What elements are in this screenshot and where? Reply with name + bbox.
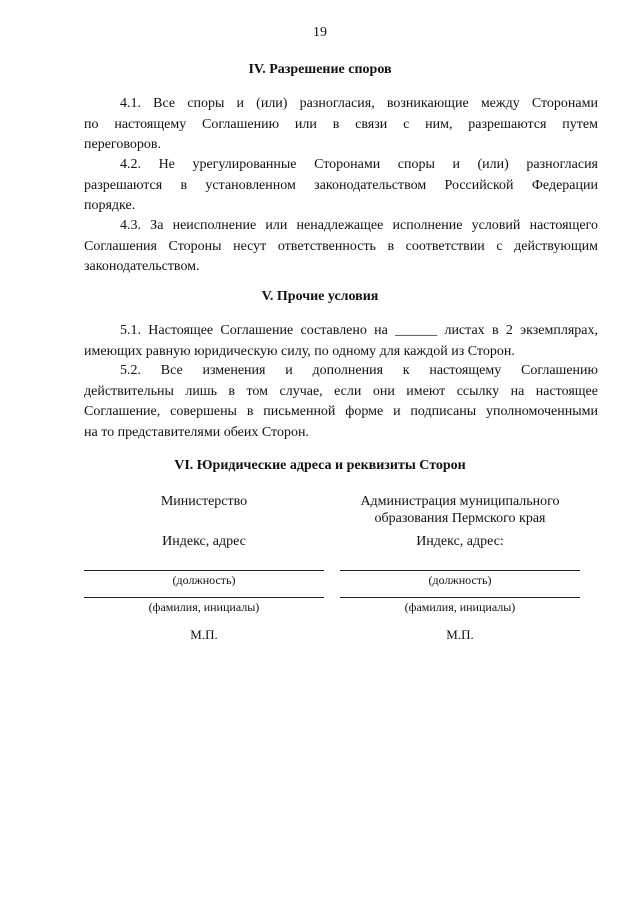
left-position-line: [84, 570, 324, 571]
right-name-caption: (фамилия, инициалы): [404, 600, 516, 614]
clause-4-2-line: разрешаются в установленном законодательством Российской Федерации: [84, 177, 598, 193]
party-right-name-line: Администрация муниципального: [360, 494, 560, 509]
right-position-line: [340, 570, 580, 571]
clause-5-2: [84, 361, 598, 443]
clause-5-2-line: Соглашение, совершены в письменной форме и подписаны уполномоченными: [84, 404, 598, 419]
left-position-caption: (должность): [172, 573, 236, 587]
clause-4-3: [84, 216, 598, 278]
clause-5-2-line: действительны лишь в том случае, если они имеют ссылку на настоящее: [84, 383, 598, 399]
party-left-name: [84, 493, 324, 510]
right-position-caption: (должность): [428, 573, 492, 587]
clause-4-1-line: 4.1. Все споры и (или) разногласия, возникающие между Сторонами: [120, 96, 598, 111]
clause-4-3-line: Соглашения Стороны несут ответственность в соответствии с действующим: [84, 238, 598, 254]
party-right-address-label: Индекс, адрес:: [416, 534, 504, 549]
left-name-caption: (фамилия, инициалы): [148, 600, 260, 614]
clause-4-1: [84, 94, 598, 156]
left-name-line: [84, 597, 324, 598]
party-right-name-line: образования Пермского края: [374, 511, 546, 526]
clause-4-3-line: 4.3. За неисполнение или ненадлежащее исполнение условий настоящего: [120, 218, 598, 233]
right-name-line: [340, 597, 580, 598]
clause-4-2: [84, 155, 598, 217]
clause-5-1-line: 5.1. Настоящее Соглашение составлено на ______ листах в 2 экземплярах,: [120, 323, 598, 338]
party-right-name: [340, 493, 580, 527]
clause-4-3-line: законодательством.: [84, 259, 200, 274]
clause-4-2-line: порядке.: [84, 198, 136, 213]
section-6-title: VI. Юридические адреса и реквизиты Сторон: [174, 458, 466, 473]
clause-5-1-line: имеющих равную юридическую силу, по одному для каждой из Сторон.: [84, 343, 515, 359]
left-stamp-placeholder: М.П.: [190, 627, 218, 642]
party-left-name-line: Министерство: [160, 494, 248, 509]
page-number: 19: [313, 25, 327, 40]
clause-5-2-line: 5.2. Все изменения и дополнения к настоящему Соглашению: [120, 363, 598, 378]
clause-4-1-line: переговоров.: [84, 137, 161, 152]
clause-5-2-line: на то представителями обеих Сторон.: [84, 424, 309, 440]
party-left-address-label: Индекс, адрес: [162, 534, 246, 549]
clause-4-2-line: 4.2. Не урегулированные Сторонами споры и (или) разногласия: [120, 157, 598, 172]
clause-5-1: [84, 321, 598, 362]
clause-4-1-line: по настоящему Соглашению или в связи с ним, разрешаются путем: [84, 116, 598, 132]
right-stamp-placeholder: М.П.: [446, 627, 474, 642]
section-5-title: V. Прочие условия: [261, 289, 379, 304]
section-4-title: IV. Разрешение споров: [248, 62, 392, 77]
